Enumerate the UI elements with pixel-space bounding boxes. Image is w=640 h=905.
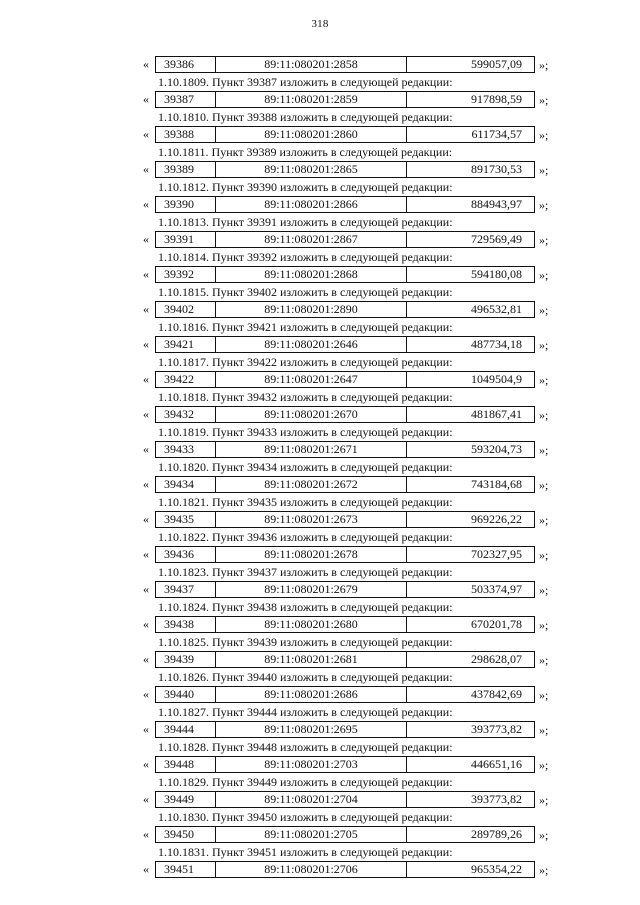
item-number-cell: 39435: [156, 512, 216, 527]
open-quote: «: [143, 722, 149, 736]
close-quote: »;: [539, 443, 549, 457]
item-number-cell: 39422: [156, 372, 216, 387]
table-row: [143, 370, 563, 390]
entry-table: [155, 91, 535, 108]
open-quote: «: [143, 477, 149, 491]
amendment-clause: 1.10.1810. Пункт 39388 изложить в следующей редакции:: [158, 110, 453, 124]
cadastral-value-cell: 729569,49: [471, 232, 522, 246]
close-quote: »;: [539, 93, 549, 107]
cadastral-value-cell: 481867,41: [471, 407, 522, 421]
item-number-cell: 39433: [156, 442, 216, 457]
item-number-cell: 39389: [156, 162, 216, 177]
cadastral-value-cell: 599057,09: [471, 57, 522, 71]
cadastral-value-cell: 917898,59: [471, 92, 522, 106]
close-quote: »;: [539, 233, 549, 247]
item-number-cell: 39436: [156, 547, 216, 562]
cadastral-value-cell: 593204,73: [471, 442, 522, 456]
cadastral-value-cell: 611734,57: [471, 127, 522, 141]
open-quote: «: [143, 792, 149, 806]
item-number-cell: 39432: [156, 407, 216, 422]
cadastral-value-cell: 393773,82: [471, 722, 522, 736]
cadastral-value-cell: 503374,97: [471, 582, 522, 596]
amendment-clause: 1.10.1826. Пункт 39440 изложить в следующей редакции:: [158, 670, 453, 684]
open-quote: «: [143, 267, 149, 281]
item-number-cell: 39387: [156, 92, 216, 107]
amendment-clause: 1.10.1821. Пункт 39435 изложить в следующей редакции:: [158, 495, 453, 509]
entry-table: [155, 826, 535, 843]
open-quote: «: [143, 512, 149, 526]
amendment-clause: 1.10.1823. Пункт 39437 изложить в следующей редакции:: [158, 565, 453, 579]
entry-table: [155, 476, 535, 493]
cadastral-number-cell: 89:11:080201:2706: [216, 862, 407, 877]
cadastral-number-cell: 89:11:080201:2858: [216, 57, 407, 72]
open-quote: «: [143, 197, 149, 211]
item-number-cell: 39450: [156, 827, 216, 842]
amendment-clause: 1.10.1815. Пункт 39402 изложить в следующей редакции:: [158, 285, 453, 299]
open-quote: «: [143, 757, 149, 771]
open-quote: «: [143, 652, 149, 666]
table-row: [143, 615, 563, 635]
cadastral-value-cell: 891730,53: [471, 162, 522, 176]
amendment-clause: 1.10.1827. Пункт 39444 изложить в следующей редакции:: [158, 705, 453, 719]
cadastral-number-cell: 89:11:080201:2868: [216, 267, 407, 282]
open-quote: «: [143, 862, 149, 876]
close-quote: »;: [539, 303, 549, 317]
open-quote: «: [143, 302, 149, 316]
cadastral-number-cell: 89:11:080201:2859: [216, 92, 407, 107]
open-quote: «: [143, 827, 149, 841]
entry-table: [155, 861, 535, 878]
close-quote: »;: [539, 758, 549, 772]
cadastral-number-cell: 89:11:080201:2647: [216, 372, 407, 387]
amendment-clause: 1.10.1814. Пункт 39392 изложить в следующей редакции:: [158, 250, 453, 264]
table-row: [143, 685, 563, 705]
cadastral-number-cell: 89:11:080201:2672: [216, 477, 407, 492]
close-quote: »;: [539, 513, 549, 527]
close-quote: »;: [539, 163, 549, 177]
entry-table: [155, 441, 535, 458]
entry-table: [155, 126, 535, 143]
amendment-clause: 1.10.1822. Пункт 39436 изложить в следующей редакции:: [158, 530, 453, 544]
close-quote: »;: [539, 478, 549, 492]
cadastral-number-cell: 89:11:080201:2680: [216, 617, 407, 632]
item-number-cell: 39438: [156, 617, 216, 632]
entry-table: [155, 371, 535, 388]
amendment-clause: 1.10.1818. Пункт 39432 изложить в следующей редакции:: [158, 390, 453, 404]
table-row: [143, 510, 563, 530]
amendments-list: [143, 55, 563, 880]
entry-table: [155, 721, 535, 738]
close-quote: »;: [539, 583, 549, 597]
table-row: [143, 545, 563, 565]
item-number-cell: 39448: [156, 757, 216, 772]
amendment-clause: 1.10.1829. Пункт 39449 изложить в следующей редакции:: [158, 775, 453, 789]
cadastral-value-cell: 594180,08: [471, 267, 522, 281]
close-quote: »;: [539, 338, 549, 352]
item-number-cell: 39439: [156, 652, 216, 667]
cadastral-number-cell: 89:11:080201:2670: [216, 407, 407, 422]
table-row: [143, 860, 563, 880]
close-quote: »;: [539, 548, 549, 562]
item-number-cell: 39390: [156, 197, 216, 212]
open-quote: «: [143, 442, 149, 456]
cadastral-value-cell: 670201,78: [471, 617, 522, 631]
item-number-cell: 39392: [156, 267, 216, 282]
open-quote: «: [143, 372, 149, 386]
entry-table: [155, 406, 535, 423]
close-quote: »;: [539, 863, 549, 877]
item-number-cell: 39444: [156, 722, 216, 737]
table-row: [143, 720, 563, 740]
table-row: [143, 160, 563, 180]
item-number-cell: 39434: [156, 477, 216, 492]
close-quote: »;: [539, 828, 549, 842]
amendment-clause: 1.10.1825. Пункт 39439 изложить в следующей редакции:: [158, 635, 453, 649]
item-number-cell: 39386: [156, 57, 216, 72]
entry-table: [155, 791, 535, 808]
cadastral-number-cell: 89:11:080201:2695: [216, 722, 407, 737]
table-row: [143, 300, 563, 320]
cadastral-number-cell: 89:11:080201:2681: [216, 652, 407, 667]
table-row: [143, 475, 563, 495]
amendment-clause: 1.10.1820. Пункт 39434 изложить в следующей редакции:: [158, 460, 453, 474]
cadastral-value-cell: 743184,68: [471, 477, 522, 491]
table-row: [143, 440, 563, 460]
entry-table: [155, 56, 535, 73]
entry-table: [155, 581, 535, 598]
close-quote: »;: [539, 128, 549, 142]
cadastral-number-cell: 89:11:080201:2705: [216, 827, 407, 842]
table-row: [143, 650, 563, 670]
table-row: [143, 230, 563, 250]
amendment-clause: 1.10.1809. Пункт 39387 изложить в следующей редакции:: [158, 75, 453, 89]
close-quote: »;: [539, 793, 549, 807]
page-number: 318: [311, 18, 329, 30]
entry-table: [155, 546, 535, 563]
cadastral-number-cell: 89:11:080201:2671: [216, 442, 407, 457]
entry-table: [155, 651, 535, 668]
table-row: [143, 335, 563, 355]
table-row: [143, 755, 563, 775]
entry-table: [155, 336, 535, 353]
cadastral-number-cell: 89:11:080201:2673: [216, 512, 407, 527]
close-quote: »;: [539, 618, 549, 632]
cadastral-value-cell: 437842,69: [471, 687, 522, 701]
open-quote: «: [143, 127, 149, 141]
close-quote: »;: [539, 373, 549, 387]
item-number-cell: 39440: [156, 687, 216, 702]
open-quote: «: [143, 582, 149, 596]
item-number-cell: 39451: [156, 862, 216, 877]
cadastral-value-cell: 969226,22: [471, 512, 522, 526]
open-quote: «: [143, 162, 149, 176]
cadastral-number-cell: 89:11:080201:2860: [216, 127, 407, 142]
open-quote: «: [143, 92, 149, 106]
cadastral-number-cell: 89:11:080201:2890: [216, 302, 407, 317]
item-number-cell: 39449: [156, 792, 216, 807]
cadastral-number-cell: 89:11:080201:2646: [216, 337, 407, 352]
close-quote: »;: [539, 408, 549, 422]
entry-table: [155, 756, 535, 773]
open-quote: «: [143, 57, 149, 71]
entry-table: [155, 231, 535, 248]
cadastral-number-cell: 89:11:080201:2865: [216, 162, 407, 177]
open-quote: «: [143, 547, 149, 561]
item-number-cell: 39421: [156, 337, 216, 352]
cadastral-value-cell: 446651,16: [471, 757, 522, 771]
cadastral-number-cell: 89:11:080201:2703: [216, 757, 407, 772]
item-number-cell: 39388: [156, 127, 216, 142]
cadastral-value-cell: 298628,07: [471, 652, 522, 666]
open-quote: «: [143, 407, 149, 421]
table-row: [143, 825, 563, 845]
cadastral-value-cell: 393773,82: [471, 792, 522, 806]
cadastral-number-cell: 89:11:080201:2704: [216, 792, 407, 807]
cadastral-value-cell: 487734,18: [471, 337, 522, 351]
entry-table: [155, 266, 535, 283]
cadastral-value-cell: 702327,95: [471, 547, 522, 561]
table-row: [143, 790, 563, 810]
close-quote: »;: [539, 58, 549, 72]
entry-table: [155, 161, 535, 178]
amendment-clause: 1.10.1830. Пункт 39450 изложить в следующей редакции:: [158, 810, 453, 824]
open-quote: «: [143, 687, 149, 701]
item-number-cell: 39391: [156, 232, 216, 247]
item-number-cell: 39437: [156, 582, 216, 597]
amendment-clause: 1.10.1812. Пункт 39390 изложить в следующей редакции:: [158, 180, 453, 194]
amendment-clause: 1.10.1816. Пункт 39421 изложить в следующей редакции:: [158, 320, 453, 334]
cadastral-number-cell: 89:11:080201:2679: [216, 582, 407, 597]
cadastral-number-cell: 89:11:080201:2866: [216, 197, 407, 212]
cadastral-value-cell: 965354,22: [471, 862, 522, 876]
table-row: [143, 405, 563, 425]
cadastral-value-cell: 289789,26: [471, 827, 522, 841]
table-row: [143, 195, 563, 215]
amendment-clause: 1.10.1831. Пункт 39451 изложить в следующей редакции:: [158, 845, 453, 859]
amendment-clause: 1.10.1811. Пункт 39389 изложить в следующей редакции:: [158, 145, 453, 159]
item-number-cell: 39402: [156, 302, 216, 317]
entry-table: [155, 616, 535, 633]
close-quote: »;: [539, 198, 549, 212]
amendment-clause: 1.10.1824. Пункт 39438 изложить в следующей редакции:: [158, 600, 453, 614]
entry-table: [155, 686, 535, 703]
table-row: [143, 55, 563, 75]
close-quote: »;: [539, 688, 549, 702]
amendment-clause: 1.10.1813. Пункт 39391 изложить в следующей редакции:: [158, 215, 453, 229]
amendment-clause: 1.10.1828. Пункт 39448 изложить в следующей редакции:: [158, 740, 453, 754]
close-quote: »;: [539, 653, 549, 667]
table-row: [143, 265, 563, 285]
cadastral-number-cell: 89:11:080201:2678: [216, 547, 407, 562]
table-row: [143, 125, 563, 145]
cadastral-value-cell: 884943,97: [471, 197, 522, 211]
open-quote: «: [143, 232, 149, 246]
close-quote: »;: [539, 723, 549, 737]
entry-table: [155, 301, 535, 318]
cadastral-value-cell: 1049504,9: [471, 372, 522, 386]
open-quote: «: [143, 337, 149, 351]
table-row: [143, 90, 563, 110]
table-row: [143, 580, 563, 600]
close-quote: »;: [539, 268, 549, 282]
open-quote: «: [143, 617, 149, 631]
amendment-clause: 1.10.1819. Пункт 39433 изложить в следующей редакции:: [158, 425, 453, 439]
entry-table: [155, 511, 535, 528]
cadastral-number-cell: 89:11:080201:2867: [216, 232, 407, 247]
cadastral-number-cell: 89:11:080201:2686: [216, 687, 407, 702]
cadastral-value-cell: 496532,81: [471, 302, 522, 316]
entry-table: [155, 196, 535, 213]
amendment-clause: 1.10.1817. Пункт 39422 изложить в следующей редакции:: [158, 355, 453, 369]
